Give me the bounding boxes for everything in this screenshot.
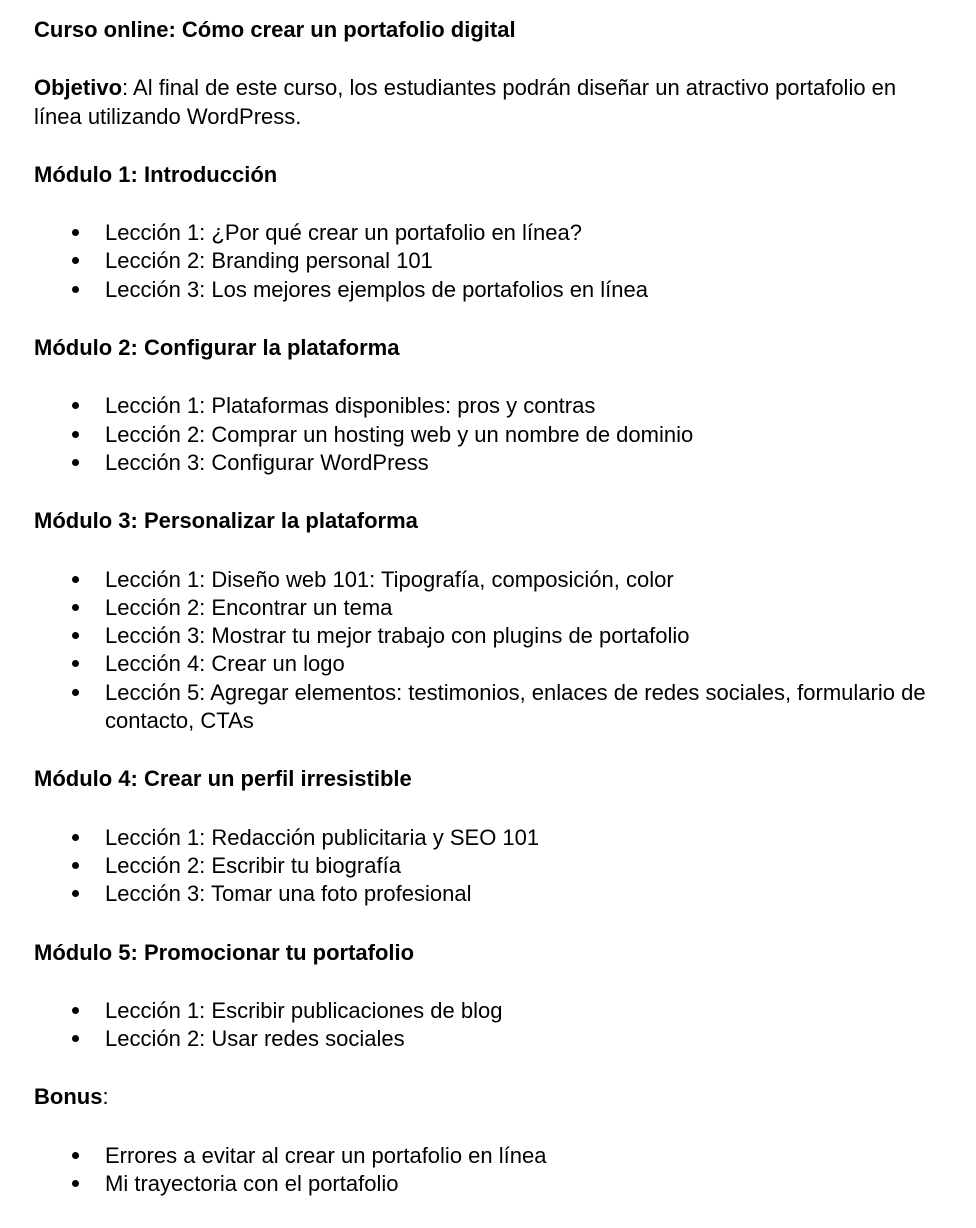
lesson-list: [34, 824, 939, 909]
objective-label: Objetivo: [34, 75, 123, 101]
bullet-icon: [72, 1035, 79, 1042]
lesson-text: Lección 2: Branding personal 101: [105, 248, 433, 274]
lesson-text: Lección 2: Comprar un hosting web y un nombre de dominio: [105, 421, 694, 447]
course-module: [34, 507, 939, 735]
lesson-text: Lección 1: Plataformas disponibles: pros y contras: [105, 393, 596, 419]
module-heading-bold: Bonus: [34, 1084, 103, 1110]
bullet-icon: [72, 431, 79, 438]
course-module: [34, 334, 939, 477]
bullet-icon: [72, 576, 79, 583]
module-heading-bold: Módulo 5: Promocionar tu portafolio: [34, 939, 415, 965]
lesson-list: [34, 566, 939, 736]
module-heading: [34, 765, 939, 793]
lesson-item: [34, 449, 939, 477]
course-module: [34, 765, 939, 908]
lesson-item: [34, 1025, 939, 1053]
module-heading: [34, 1083, 939, 1111]
module-heading: [34, 334, 939, 362]
lesson-item: [34, 566, 939, 594]
lesson-text: Lección 2: Escribir tu biografía: [105, 852, 401, 878]
bullet-icon: [72, 257, 79, 264]
objective-text: : Al final de este curso, los estudiantes podrán diseñar un atractivo portafolio en línea utilizando WordPress.: [34, 75, 897, 129]
bullet-icon: [72, 459, 79, 466]
lesson-text: Lección 2: Usar redes sociales: [105, 1026, 405, 1052]
lesson-text: Lección 1: ¿Por qué crear un portafolio en línea?: [105, 220, 582, 246]
module-heading: [34, 507, 939, 535]
module-heading: [34, 161, 939, 189]
lesson-item: [34, 824, 939, 852]
lesson-item: [34, 852, 939, 880]
lesson-item: [34, 392, 939, 420]
lesson-text: Lección 3: Configurar WordPress: [105, 449, 429, 475]
bullet-icon: [72, 890, 79, 897]
bullet-icon: [72, 1180, 79, 1187]
lesson-list: [34, 219, 939, 304]
lesson-item: [34, 1170, 939, 1198]
lesson-text: Lección 3: Tomar una foto profesional: [105, 881, 472, 907]
lesson-text: Lección 3: Mostrar tu mejor trabajo con plugins de portafolio: [105, 623, 690, 649]
lesson-item: [34, 247, 939, 275]
lesson-item: [34, 679, 939, 736]
bullet-icon: [72, 1007, 79, 1014]
bullet-icon: [72, 689, 79, 696]
module-heading-bold: Módulo 2: Configurar la plataforma: [34, 335, 400, 361]
bullet-icon: [72, 604, 79, 611]
lesson-text: Lección 4: Crear un logo: [105, 651, 345, 677]
lesson-list: [34, 392, 939, 477]
lesson-item: [34, 276, 939, 304]
module-heading-bold: Módulo 3: Personalizar la plataforma: [34, 508, 418, 534]
module-heading: [34, 939, 939, 967]
bullet-icon: [72, 660, 79, 667]
course-module: [34, 939, 939, 1054]
lesson-item: [34, 219, 939, 247]
bullet-icon: [72, 632, 79, 639]
lesson-item: [34, 622, 939, 650]
lesson-item: [34, 997, 939, 1025]
bullet-icon: [72, 286, 79, 293]
course-sections: [34, 161, 939, 1198]
lesson-item: [34, 1142, 939, 1170]
lesson-list: [34, 997, 939, 1054]
lesson-item: [34, 594, 939, 622]
bullet-icon: [72, 834, 79, 841]
bullet-icon: [72, 1152, 79, 1159]
lesson-text: Mi trayectoria con el portafolio: [105, 1171, 399, 1197]
lesson-text: Errores a evitar al crear un portafolio en línea: [105, 1142, 547, 1168]
lesson-text: Lección 1: Diseño web 101: Tipografía, composición, color: [105, 566, 674, 592]
lesson-list: [34, 1142, 939, 1199]
course-module: [34, 1083, 939, 1198]
lesson-item: [34, 421, 939, 449]
lesson-text: Lección 5: Agregar elementos: testimonios, enlaces de redes sociales, formulario de contacto, CTAs: [105, 679, 926, 734]
bullet-icon: [72, 229, 79, 236]
lesson-text: Lección 2: Encontrar un tema: [105, 594, 393, 620]
course-module: [34, 161, 939, 304]
module-heading-rest: :: [102, 1084, 109, 1110]
lesson-text: Lección 1: Escribir publicaciones de blog: [105, 997, 503, 1023]
document-title: [34, 16, 939, 44]
lesson-item: [34, 880, 939, 908]
lesson-item: [34, 650, 939, 678]
lesson-text: Lección 1: Redacción publicitaria y SEO 101: [105, 824, 540, 850]
document-title-text: Curso online: Cómo crear un portafolio digital: [34, 17, 516, 42]
bullet-icon: [72, 862, 79, 869]
bullet-icon: [72, 402, 79, 409]
module-heading-bold: Módulo 1: Introducción: [34, 161, 278, 187]
module-heading-bold: Módulo 4: Crear un perfil irresistible: [34, 766, 412, 792]
objective-paragraph: [34, 74, 939, 131]
lesson-text: Lección 3: Los mejores ejemplos de portafolios en línea: [105, 276, 648, 302]
